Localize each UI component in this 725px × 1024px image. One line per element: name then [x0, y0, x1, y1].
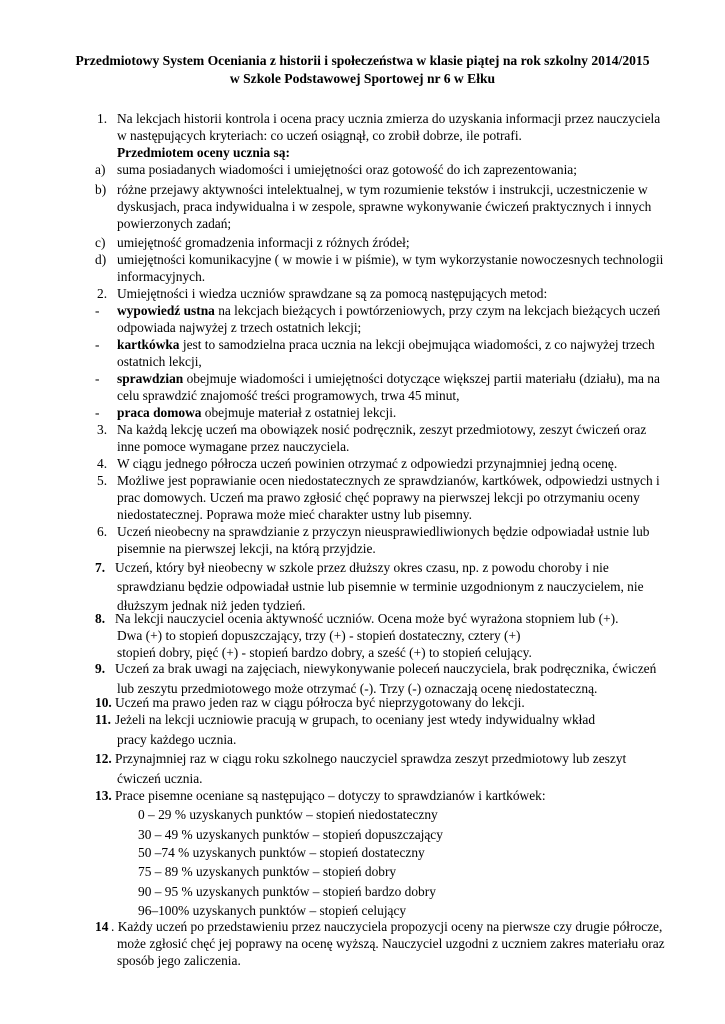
list-item-line: Uczeń ma prawo jeden raz w ciągu półrocza być nieprzygotowany do lekcji. [115, 695, 525, 710]
item-text: jest to samodzielna praca ucznia na lekcji obejmująca wiadomości, z co najwyżej trzech [179, 337, 655, 352]
list-marker: 6. [97, 524, 108, 539]
list-item-line: Uczeń za brak uwagi na zajęciach, niewykonywanie poleceń nauczyciela, brak podręcznika, ćwiczeń [115, 661, 657, 676]
document-title-line2: w Szkole Podstawowej Sportowej nr 6 w Ełku [229, 71, 496, 86]
list-item-line: . Każdy uczeń po przedstawieniu przez nauczyciela propozycji oceny na pierwsze czy drugie półrocze, [111, 919, 663, 934]
grade-scale-row: 50 –74 % uzyskanych punktów – stopień dostateczny [138, 845, 425, 860]
list-marker: 3. [97, 422, 108, 437]
list-marker: - [95, 371, 100, 386]
list-item-line: dłuższym jednak niż jeden tydzień. [117, 598, 306, 613]
list-marker: 11. [95, 712, 111, 727]
item-text: obejmuje materiał z ostatniej lekcji. [201, 405, 397, 420]
list-item-line: ostatnich lekcji, [117, 354, 202, 369]
document-title-line1: Przedmiotowy System Oceniania z historii i społeczeństwa w klasie piątej na rok szkolny 2014/2015 [75, 53, 650, 68]
bold-term: wypowiedź ustna [117, 303, 215, 318]
list-marker: 10. [95, 695, 112, 710]
list-item-line: Dwa (+) to stopień dopuszczający, trzy (+) - stopień dostateczny, cztery (+) [117, 628, 521, 643]
list-marker: c) [95, 235, 106, 250]
bold-term: praca domowa [117, 405, 202, 420]
list-marker: 2. [97, 286, 108, 301]
list-item-line: Możliwe jest poprawianie ocen niedostatecznych ze sprawdzianów, kartkówek, odpowiedzi ustnych i [117, 473, 660, 488]
list-item-line [117, 336, 655, 353]
list-marker: 7. [95, 560, 106, 575]
list-item-line: Uczeń, który był nieobecny w szkole przez dłuższy okres czasu, np. z powodu choroby i nie [115, 560, 609, 575]
list-item-line: Na lekcjach historii kontrola i ocena pracy ucznia zmierza do uzyskania informacji przez nauczyciela [117, 111, 661, 126]
list-marker: 8. [95, 611, 106, 626]
list-marker: - [95, 303, 100, 318]
grade-scale-row: 30 – 49 % uzyskanych punktów – stopień dopuszczający [138, 827, 443, 842]
list-item-line: informacyjnych. [117, 269, 206, 284]
list-marker: 4. [97, 456, 108, 471]
item-text: na lekcjach bieżących i powtórzeniowych, przy czym na lekcjach bieżących uczeń [214, 303, 661, 318]
list-item-line: w następujących kryteriach: co uczeń osiągnął, co zrobił dobrze, ile potrafi. [117, 128, 522, 143]
list-item-line: może zgłosić chęć jej poprawy na ocenę wyższą. Nauczyciel uzgodni z uczniem zakres materiału oraz [117, 936, 665, 951]
list-item-line: prac domowych. Uczeń ma prawo zgłosić chęć poprawy na pierwszej lekcji po otrzymaniu oceny [117, 490, 640, 505]
list-item-line: Prace pisemne oceniane są następująco – dotyczy to sprawdzianów i kartkówek: [115, 788, 546, 803]
list-marker: 14 [95, 919, 109, 934]
list-item-line: sprawdzianu będzie odpowiadał ustnie lub pisemnie w terminie uzgodnionym z nauczycielem, nie [117, 579, 644, 594]
list-item-line: stopień dobry, pięć (+) - stopień bardzo dobry, a sześć (+) to stopień celujący. [117, 645, 532, 660]
list-item-line: pracy każdego ucznia. [117, 732, 237, 747]
grade-scale-row: 0 – 29 % uzyskanych punktów – stopień niedostateczny [138, 807, 438, 822]
list-item-line: inne pomoce wymagane przez nauczyciela. [117, 439, 350, 454]
list-item-line [117, 404, 396, 421]
item-text: obejmuje wiadomości i umiejętności dotyczące większej partii materiału (działu), ma na [183, 371, 660, 386]
list-item-line: umiejętność gromadzenia informacji z różnych źródeł; [117, 235, 410, 250]
list-item-line [117, 370, 660, 387]
list-item-line: Na lekcji nauczyciel ocenia aktywność uczniów. Ocena może być wyrażona stopniem lub (+). [115, 611, 619, 626]
list-item-line: W ciągu jednego półrocza uczeń powinien otrzymać z odpowiedzi przynajmniej jedną ocenę. [117, 456, 618, 471]
list-marker: d) [95, 252, 107, 267]
list-marker: b) [95, 182, 107, 197]
list-marker: - [95, 405, 100, 420]
list-marker: 13. [95, 788, 112, 803]
list-marker: 1. [97, 111, 108, 126]
list-item-line: niedostatecznej. Poprawa może mieć charakter ustny lub pisemny. [117, 507, 472, 522]
section-heading: Przedmiotem oceny ucznia są: [117, 145, 290, 160]
list-item-line [117, 302, 660, 319]
list-marker: 12. [95, 751, 112, 766]
list-marker: 5. [97, 473, 108, 488]
list-item-line: pisemnie na pierwszej lekcji, na którą przyjdzie. [117, 541, 376, 556]
list-marker: 9. [95, 661, 106, 676]
list-marker: - [95, 337, 100, 352]
bold-term: kartkówka [117, 337, 180, 352]
bold-term: sprawdzian [117, 371, 184, 386]
list-item-line: celu sprawdzić znajomość treści programowych, trwa 45 minut, [117, 388, 460, 403]
grade-scale-row: 96–100% uzyskanych punktów – stopień celujący [138, 903, 407, 918]
list-item-line: Uczeń nieobecny na sprawdzianie z przyczyn nieusprawiedliwionych będzie odpowiadał ustnie lub [117, 524, 650, 539]
list-item-line: lub zeszytu przedmiotowego może otrzymać (-). Trzy (-) oznaczają ocenę niedostateczną. [117, 681, 598, 696]
list-item-line: odpowiada najwyżej z trzech ostatnich lekcji; [117, 320, 362, 335]
list-item-line: różne przejawy aktywności intelektualnej, w tym rozumienie tekstów i instrukcji, uczestniczenie w [117, 182, 648, 197]
list-item-line: Na każdą lekcję uczeń ma obowiązek nosić podręcznik, zeszyt przedmiotowy, zeszyt ćwiczeń oraz [117, 422, 647, 437]
list-item-line: suma posiadanych wiadomości i umiejętności oraz gotowość do ich zaprezentowania; [117, 162, 577, 177]
list-item-line: umiejętności komunikacyjne ( w mowie i w piśmie), w tym wykorzystanie nowoczesnych technologii [117, 252, 664, 267]
grade-scale-row: 75 – 89 % uzyskanych punktów – stopień dobry [138, 864, 397, 879]
list-item-line: Przynajmniej raz w ciągu roku szkolnego nauczyciel sprawdza zeszyt przedmiotowy lub zeszyt [115, 751, 627, 766]
list-item-line: Umiejętności i wiedza uczniów sprawdzane są za pomocą następujących metod: [117, 286, 548, 301]
list-item-line: Jeżeli na lekcji uczniowie pracują w grupach, to oceniany jest wtedy indywidualny wkład [115, 712, 596, 727]
list-marker: a) [95, 162, 106, 177]
list-item-line: dyskusjach, praca indywidualna i w zespole, sprawne wykonywanie ćwiczeń praktycznych i innych [117, 199, 652, 214]
grade-scale-row: 90 – 95 % uzyskanych punktów – stopień bardzo dobry [138, 884, 436, 899]
list-item-line: powierzonych zadań; [117, 216, 232, 231]
list-item-line: sposób jego zaliczenia. [117, 953, 241, 968]
list-item-line: ćwiczeń ucznia. [117, 771, 203, 786]
